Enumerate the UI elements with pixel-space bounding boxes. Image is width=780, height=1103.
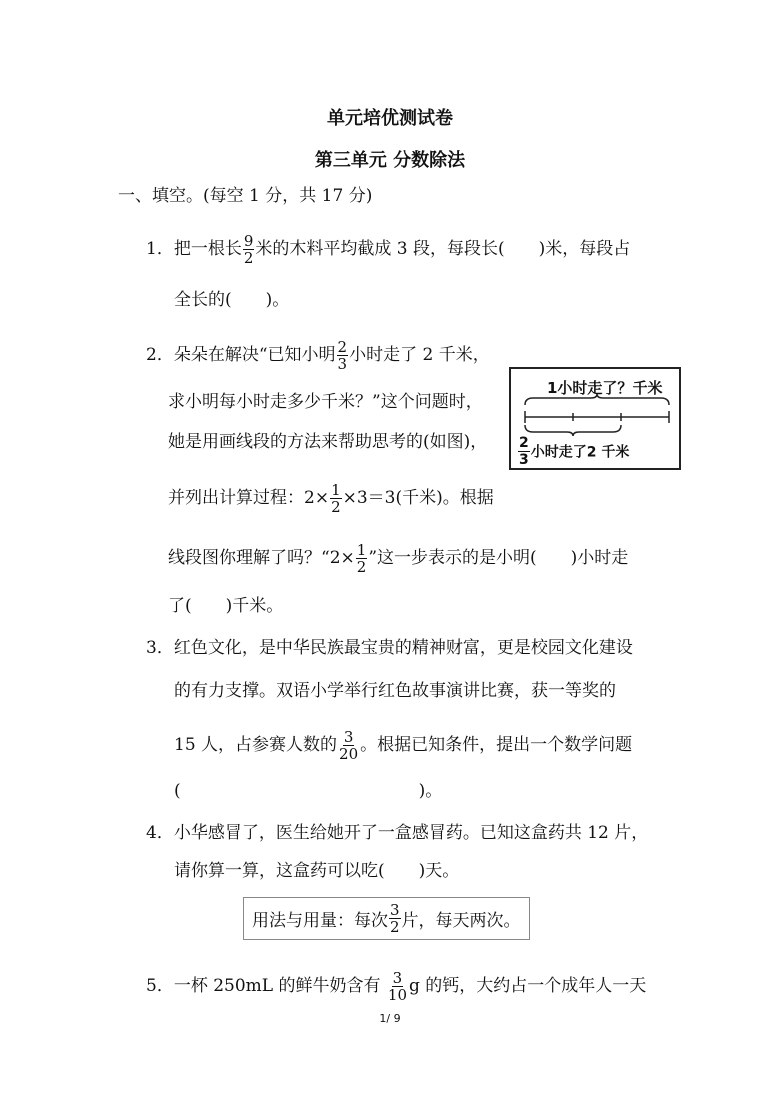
line-segment-diagram bbox=[509, 367, 681, 470]
question-2-line3: 她是用画线段的方法来帮助思考的(如图)， bbox=[168, 432, 488, 452]
question-4 bbox=[146, 823, 648, 843]
page-number: 1/ 9 bbox=[379, 1012, 401, 1025]
question-3-line3: 15 人，占参赛人数的 $\frac{3}{20}$ 。根据已知条件，提出一个数学问题 bbox=[174, 728, 633, 763]
fraction: $\frac{9}{2}$ bbox=[243, 232, 254, 267]
diagram-top-label: 1小时走了？千米 bbox=[547, 379, 663, 397]
page-title: 单元培优测试卷 bbox=[327, 108, 453, 129]
question-number: 1． bbox=[146, 239, 174, 259]
page-subtitle: 第三单元 分数除法 bbox=[314, 150, 466, 171]
question-4-line2: 请你算一算，这盒药可以吃( )天。 bbox=[174, 861, 460, 881]
question-1 bbox=[146, 233, 630, 266]
question-text: 红色文化，是中华民族最宝贵的精神财富，更是校园文化建设 bbox=[173, 638, 633, 658]
question-text: 米的木料平均截成 3 段，每段长( )米，每段占 bbox=[255, 239, 631, 259]
question-5 bbox=[146, 970, 646, 1003]
question-2 bbox=[146, 339, 490, 372]
fraction: $\frac{3}{20}$ bbox=[339, 728, 359, 763]
fraction: $\frac{3}{2}$ bbox=[390, 901, 400, 936]
question-text: 一杯 250mL 的鲜牛奶含有 bbox=[173, 976, 386, 996]
question-text: g 的钙，大约占一个成年人一天 bbox=[409, 976, 647, 996]
question-text: 朵朵在解决“已知小明 bbox=[173, 345, 336, 365]
question-number: 4． bbox=[146, 823, 174, 843]
question-3-line4: ( )。 bbox=[174, 781, 443, 801]
question-number: 2． bbox=[146, 345, 174, 365]
question-text: 小时走了 2 千米， bbox=[349, 345, 490, 365]
question-3-line2: 的有力支撑。双语小学举行红色故事演讲比赛，获一等奖的 bbox=[174, 681, 616, 701]
fraction: $\frac{1}{2}$ bbox=[356, 541, 367, 576]
dosage-box: 用法与用量：每次 $\frac{3}{2}$ 片，每天两次。 bbox=[243, 897, 530, 940]
section-heading: 一、填空。(每空 1 分，共 17 分) bbox=[118, 186, 373, 206]
question-2-line5: 线段图你理解了吗？“2× $\frac{1}{2}$ ”这一步表示的是小明( )小时走 bbox=[168, 541, 629, 576]
fraction: $\frac{3}{10}$ bbox=[387, 969, 407, 1004]
diagram-bottom-label: $\frac{2}{3}$ 小时走了2 千米 bbox=[519, 435, 630, 468]
question-2-line2: 求小明每小时走多少千米？”这个问题时， bbox=[168, 392, 483, 412]
fraction: $\frac{1}{2}$ bbox=[331, 481, 341, 516]
question-text: 小华感冒了，医生给她开了一盒感冒药。已知这盒药共 12 片， bbox=[173, 823, 649, 843]
question-text: 把一根长 bbox=[173, 239, 242, 259]
question-3 bbox=[146, 638, 633, 658]
question-number: 5． bbox=[146, 976, 174, 996]
question-2-line6: 了( )千米。 bbox=[168, 596, 284, 616]
question-number: 3． bbox=[146, 638, 174, 658]
question-2-line4: 并列出计算过程：2× $\frac{1}{2}$ ×3＝3(千米)。根据 bbox=[168, 481, 494, 516]
fraction: $\frac{2}{3}$ bbox=[337, 338, 348, 373]
question-1-line2: 全长的( )。 bbox=[174, 290, 290, 310]
